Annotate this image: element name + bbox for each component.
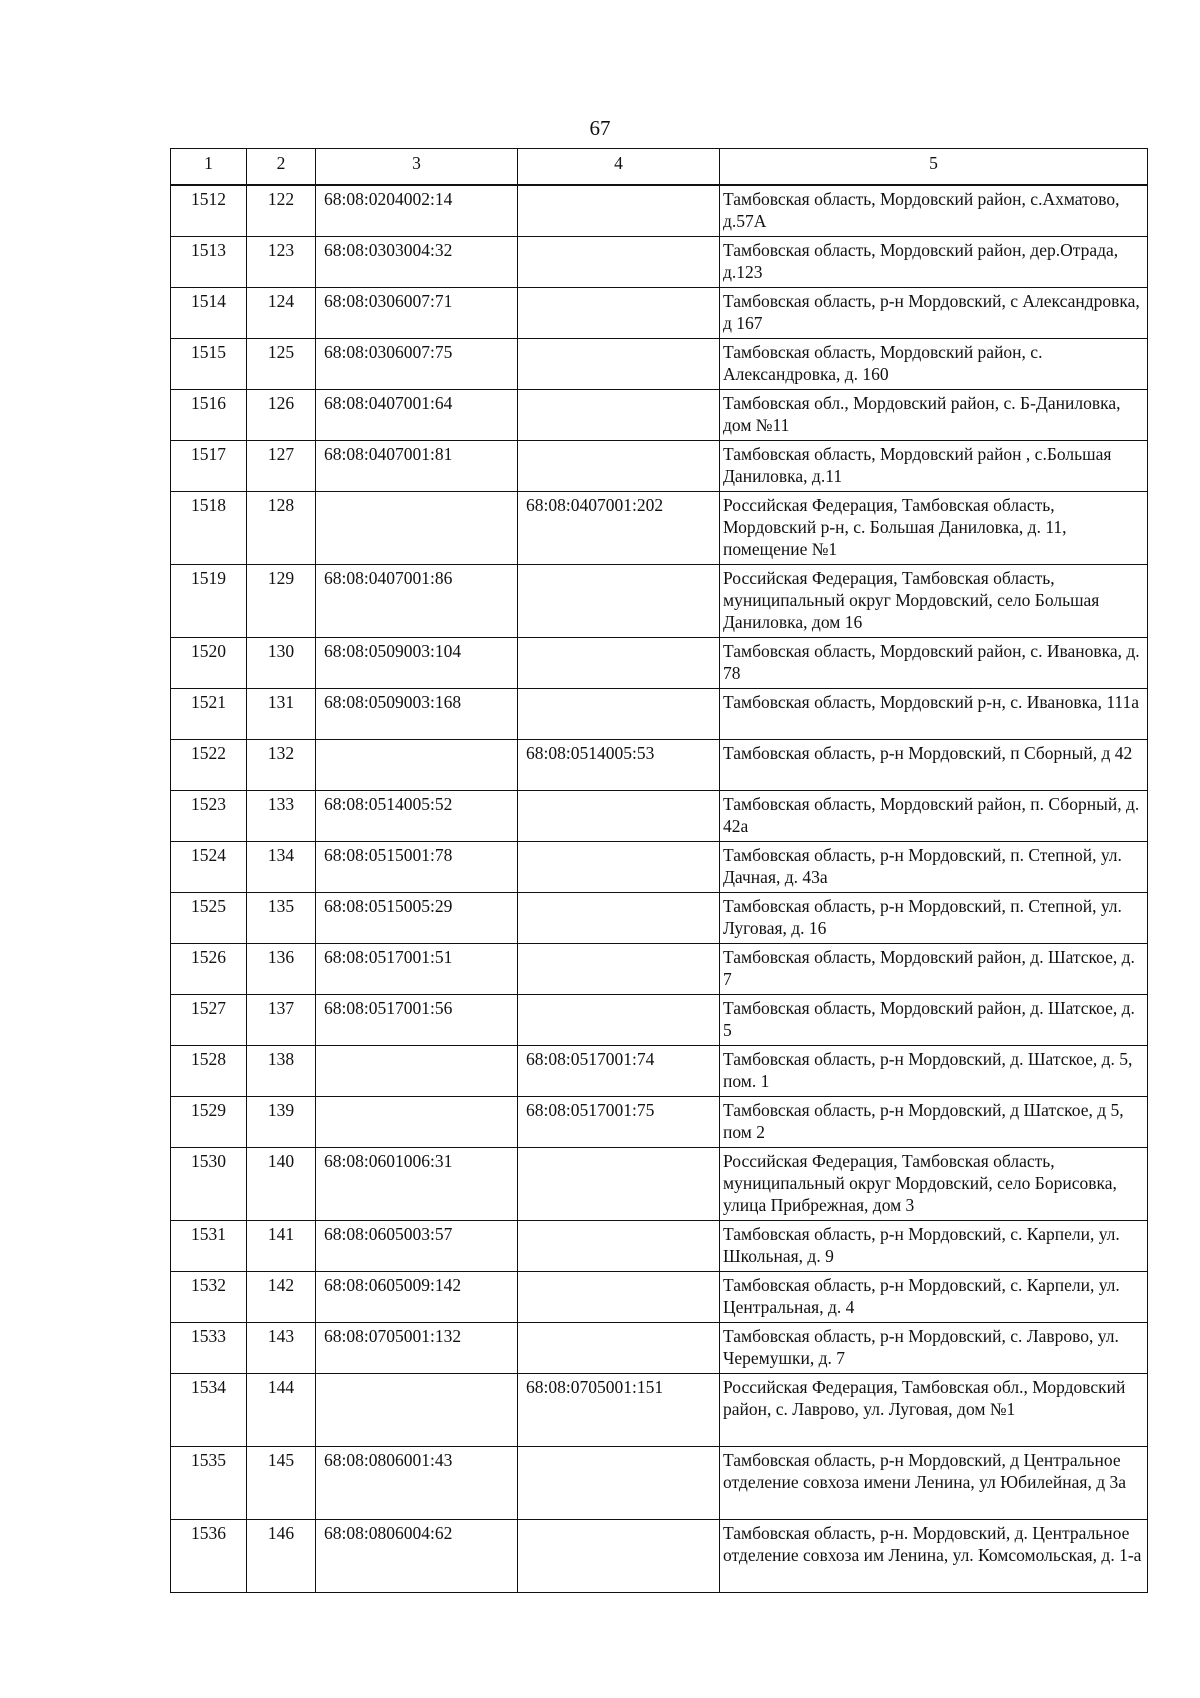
premises-cadastral-number-cell bbox=[518, 638, 720, 689]
premises-cadastral-number-cell bbox=[518, 995, 720, 1046]
table-row bbox=[171, 1148, 1148, 1221]
cadastral-number-cell: 68:08:0204002:14 bbox=[316, 185, 518, 237]
column-header-5: 5 bbox=[720, 149, 1148, 186]
address-cell: Тамбовская область, р-н Мордовский, п Сборный, д 42 bbox=[720, 740, 1148, 791]
premises-cadastral-number-cell bbox=[518, 1221, 720, 1272]
item-number-cell: 122 bbox=[247, 185, 316, 237]
table-row bbox=[171, 689, 1148, 740]
row-number-cell: 1524 bbox=[171, 842, 247, 893]
table-row bbox=[171, 390, 1148, 441]
item-number-cell: 129 bbox=[247, 565, 316, 638]
premises-cadastral-number-cell bbox=[518, 1323, 720, 1374]
item-number-cell: 141 bbox=[247, 1221, 316, 1272]
premises-cadastral-number-cell bbox=[518, 441, 720, 492]
row-number-cell: 1518 bbox=[171, 492, 247, 565]
column-header-4: 4 bbox=[518, 149, 720, 186]
table-row bbox=[171, 944, 1148, 995]
table-row bbox=[171, 842, 1148, 893]
cadastral-number-cell bbox=[316, 492, 518, 565]
row-number-cell: 1533 bbox=[171, 1323, 247, 1374]
item-number-cell: 143 bbox=[247, 1323, 316, 1374]
premises-cadastral-number-cell bbox=[518, 791, 720, 842]
premises-cadastral-number-cell bbox=[518, 842, 720, 893]
table-row bbox=[171, 740, 1148, 791]
row-number-cell: 1515 bbox=[171, 339, 247, 390]
address-cell: Тамбовская область, р-н Мордовский, п. Степной, ул. Луговая, д. 16 bbox=[720, 893, 1148, 944]
item-number-cell: 127 bbox=[247, 441, 316, 492]
address-cell: Тамбовская область, р-н Мордовский, с Александровка, д 167 bbox=[720, 288, 1148, 339]
cadastral-number-cell: 68:08:0509003:104 bbox=[316, 638, 518, 689]
row-number-cell: 1526 bbox=[171, 944, 247, 995]
address-cell: Российская Федерация, Тамбовская область, Мордовский р-н, с. Большая Даниловка, д. 11, помещение №1 bbox=[720, 492, 1148, 565]
table-row bbox=[171, 638, 1148, 689]
table-row bbox=[171, 1046, 1148, 1097]
table-row bbox=[171, 1520, 1148, 1593]
column-header-3: 3 bbox=[316, 149, 518, 186]
table-row bbox=[171, 288, 1148, 339]
premises-cadastral-number-cell bbox=[518, 339, 720, 390]
cadastral-number-cell: 68:08:0407001:64 bbox=[316, 390, 518, 441]
cadastral-number-cell: 68:08:0514005:52 bbox=[316, 791, 518, 842]
item-number-cell: 128 bbox=[247, 492, 316, 565]
premises-cadastral-number-cell bbox=[518, 1447, 720, 1520]
row-number-cell: 1531 bbox=[171, 1221, 247, 1272]
row-number-cell: 1519 bbox=[171, 565, 247, 638]
page-number: 67 bbox=[589, 116, 611, 140]
cadastral-number-cell: 68:08:0306007:75 bbox=[316, 339, 518, 390]
premises-cadastral-number-cell: 68:08:0705001:151 bbox=[518, 1374, 720, 1447]
address-cell: Тамбовская область, Мордовский район, с. Ивановка, д. 78 bbox=[720, 638, 1148, 689]
premises-cadastral-number-cell bbox=[518, 185, 720, 237]
table-row bbox=[171, 791, 1148, 842]
row-number-cell: 1514 bbox=[171, 288, 247, 339]
item-number-cell: 133 bbox=[247, 791, 316, 842]
cadastral-number-cell: 68:08:0605003:57 bbox=[316, 1221, 518, 1272]
item-number-cell: 146 bbox=[247, 1520, 316, 1593]
premises-cadastral-number-cell bbox=[518, 565, 720, 638]
row-number-cell: 1517 bbox=[171, 441, 247, 492]
premises-cadastral-number-cell: 68:08:0514005:53 bbox=[518, 740, 720, 791]
premises-cadastral-number-cell bbox=[518, 288, 720, 339]
cadastral-number-cell bbox=[316, 1097, 518, 1148]
table-body bbox=[171, 185, 1148, 1593]
row-number-cell: 1520 bbox=[171, 638, 247, 689]
address-cell: Тамбовская область, Мордовский район, д. Шатское, д. 5 bbox=[720, 995, 1148, 1046]
premises-cadastral-number-cell bbox=[518, 390, 720, 441]
item-number-cell: 136 bbox=[247, 944, 316, 995]
cadastral-number-cell: 68:08:0517001:51 bbox=[316, 944, 518, 995]
cadastral-number-cell: 68:08:0509003:168 bbox=[316, 689, 518, 740]
item-number-cell: 126 bbox=[247, 390, 316, 441]
premises-cadastral-number-cell bbox=[518, 1272, 720, 1323]
column-header-2: 2 bbox=[247, 149, 316, 186]
cadastral-number-cell: 68:08:0517001:56 bbox=[316, 995, 518, 1046]
address-cell: Тамбовская область, р-н Мордовский, с. Карпели, ул. Школьная, д. 9 bbox=[720, 1221, 1148, 1272]
cadastral-number-cell: 68:08:0407001:81 bbox=[316, 441, 518, 492]
item-number-cell: 135 bbox=[247, 893, 316, 944]
row-number-cell: 1534 bbox=[171, 1374, 247, 1447]
address-cell: Российская Федерация, Тамбовская обл., Мордовский район, с. Лаврово, ул. Луговая, дом №1 bbox=[720, 1374, 1148, 1447]
row-number-cell: 1527 bbox=[171, 995, 247, 1046]
cadastral-number-cell: 68:08:0515005:29 bbox=[316, 893, 518, 944]
item-number-cell: 132 bbox=[247, 740, 316, 791]
table-row bbox=[171, 565, 1148, 638]
premises-cadastral-number-cell: 68:08:0517001:75 bbox=[518, 1097, 720, 1148]
table-row bbox=[171, 1374, 1148, 1447]
item-number-cell: 140 bbox=[247, 1148, 316, 1221]
premises-cadastral-number-cell bbox=[518, 1148, 720, 1221]
cadastral-number-cell: 68:08:0605009:142 bbox=[316, 1272, 518, 1323]
premises-cadastral-number-cell bbox=[518, 689, 720, 740]
premises-cadastral-number-cell bbox=[518, 944, 720, 995]
item-number-cell: 142 bbox=[247, 1272, 316, 1323]
cadastral-number-cell: 68:08:0705001:132 bbox=[316, 1323, 518, 1374]
item-number-cell: 144 bbox=[247, 1374, 316, 1447]
item-number-cell: 124 bbox=[247, 288, 316, 339]
cadastral-number-cell: 68:08:0806001:43 bbox=[316, 1447, 518, 1520]
cadastral-number-cell: 68:08:0303004:32 bbox=[316, 237, 518, 288]
column-header-1: 1 bbox=[171, 149, 247, 186]
item-number-cell: 125 bbox=[247, 339, 316, 390]
item-number-cell: 123 bbox=[247, 237, 316, 288]
cadastral-number-cell: 68:08:0806004:62 bbox=[316, 1520, 518, 1593]
row-number-cell: 1516 bbox=[171, 390, 247, 441]
item-number-cell: 138 bbox=[247, 1046, 316, 1097]
address-cell: Тамбовская область, р-н Мордовский, п. Степной, ул. Дачная, д. 43а bbox=[720, 842, 1148, 893]
row-number-cell: 1532 bbox=[171, 1272, 247, 1323]
address-cell: Тамбовская область, Мордовский р-н, с. Ивановка, 111а bbox=[720, 689, 1148, 740]
address-cell: Тамбовская область, Мордовский район, д. Шатское, д. 7 bbox=[720, 944, 1148, 995]
table-header-row bbox=[171, 149, 1148, 186]
table-row bbox=[171, 1272, 1148, 1323]
address-cell: Тамбовская область, р-н Мордовский, с. Лаврово, ул. Черемушки, д. 7 bbox=[720, 1323, 1148, 1374]
item-number-cell: 130 bbox=[247, 638, 316, 689]
table-row bbox=[171, 1097, 1148, 1148]
cadastral-number-cell: 68:08:0601006:31 bbox=[316, 1148, 518, 1221]
table-row bbox=[171, 441, 1148, 492]
row-number-cell: 1528 bbox=[171, 1046, 247, 1097]
item-number-cell: 145 bbox=[247, 1447, 316, 1520]
cadastral-number-cell: 68:08:0515001:78 bbox=[316, 842, 518, 893]
row-number-cell: 1525 bbox=[171, 893, 247, 944]
address-cell: Российская Федерация, Тамбовская область, муниципальный округ Мордовский, село Борисовка, улица Прибрежная, дом 3 bbox=[720, 1148, 1148, 1221]
table-row bbox=[171, 1323, 1148, 1374]
property-table bbox=[170, 148, 1148, 1593]
cadastral-number-cell: 68:08:0407001:86 bbox=[316, 565, 518, 638]
address-cell: Тамбовская область, Мордовский район, п. Сборный, д. 42а bbox=[720, 791, 1148, 842]
address-cell: Тамбовская область, р-н Мордовский, д. Шатское, д. 5, пом. 1 bbox=[720, 1046, 1148, 1097]
row-number-cell: 1521 bbox=[171, 689, 247, 740]
row-number-cell: 1522 bbox=[171, 740, 247, 791]
row-number-cell: 1513 bbox=[171, 237, 247, 288]
row-number-cell: 1536 bbox=[171, 1520, 247, 1593]
table-row bbox=[171, 237, 1148, 288]
premises-cadastral-number-cell bbox=[518, 893, 720, 944]
item-number-cell: 131 bbox=[247, 689, 316, 740]
row-number-cell: 1530 bbox=[171, 1148, 247, 1221]
table-row bbox=[171, 893, 1148, 944]
item-number-cell: 139 bbox=[247, 1097, 316, 1148]
address-cell: Тамбовская область, Мордовский район, с. Александровка, д. 160 bbox=[720, 339, 1148, 390]
address-cell: Тамбовская область, Мордовский район, дер.Отрада, д.123 bbox=[720, 237, 1148, 288]
item-number-cell: 134 bbox=[247, 842, 316, 893]
premises-cadastral-number-cell bbox=[518, 237, 720, 288]
table-row bbox=[171, 995, 1148, 1046]
premises-cadastral-number-cell: 68:08:0517001:74 bbox=[518, 1046, 720, 1097]
table-row bbox=[171, 339, 1148, 390]
table-row bbox=[171, 492, 1148, 565]
cadastral-number-cell: 68:08:0306007:71 bbox=[316, 288, 518, 339]
table-row bbox=[171, 1221, 1148, 1272]
address-cell: Российская Федерация, Тамбовская область, муниципальный округ Мордовский, село Большая Даниловка, дом 16 bbox=[720, 565, 1148, 638]
table-row bbox=[171, 1447, 1148, 1520]
address-cell: Тамбовская область, Мордовский район, с.Ахматово, д.57А bbox=[720, 185, 1148, 237]
cadastral-number-cell bbox=[316, 740, 518, 791]
cadastral-number-cell bbox=[316, 1374, 518, 1447]
item-number-cell: 137 bbox=[247, 995, 316, 1046]
row-number-cell: 1535 bbox=[171, 1447, 247, 1520]
premises-cadastral-number-cell: 68:08:0407001:202 bbox=[518, 492, 720, 565]
cadastral-number-cell bbox=[316, 1046, 518, 1097]
address-cell: Тамбовская обл., Мордовский район, с. Б-Даниловка, дом №11 bbox=[720, 390, 1148, 441]
premises-cadastral-number-cell bbox=[518, 1520, 720, 1593]
row-number-cell: 1529 bbox=[171, 1097, 247, 1148]
row-number-cell: 1512 bbox=[171, 185, 247, 237]
address-cell: Тамбовская область, р-н. Мордовский, д. Центральное отделение совхоза им Ленина, ул. Комсомольская, д. 1-а bbox=[720, 1520, 1148, 1593]
address-cell: Тамбовская область, р-н Мордовский, д Шатское, д 5, пом 2 bbox=[720, 1097, 1148, 1148]
address-cell: Тамбовская область, р-н Мордовский, с. Карпели, ул. Центральная, д. 4 bbox=[720, 1272, 1148, 1323]
address-cell: Тамбовская область, Мордовский район , с.Большая Даниловка, д.11 bbox=[720, 441, 1148, 492]
address-cell: Тамбовская область, р-н Мордовский, д Центральное отделение совхоза имени Ленина, ул Юбилейная, д 3а bbox=[720, 1447, 1148, 1520]
table-row bbox=[171, 185, 1148, 237]
row-number-cell: 1523 bbox=[171, 791, 247, 842]
